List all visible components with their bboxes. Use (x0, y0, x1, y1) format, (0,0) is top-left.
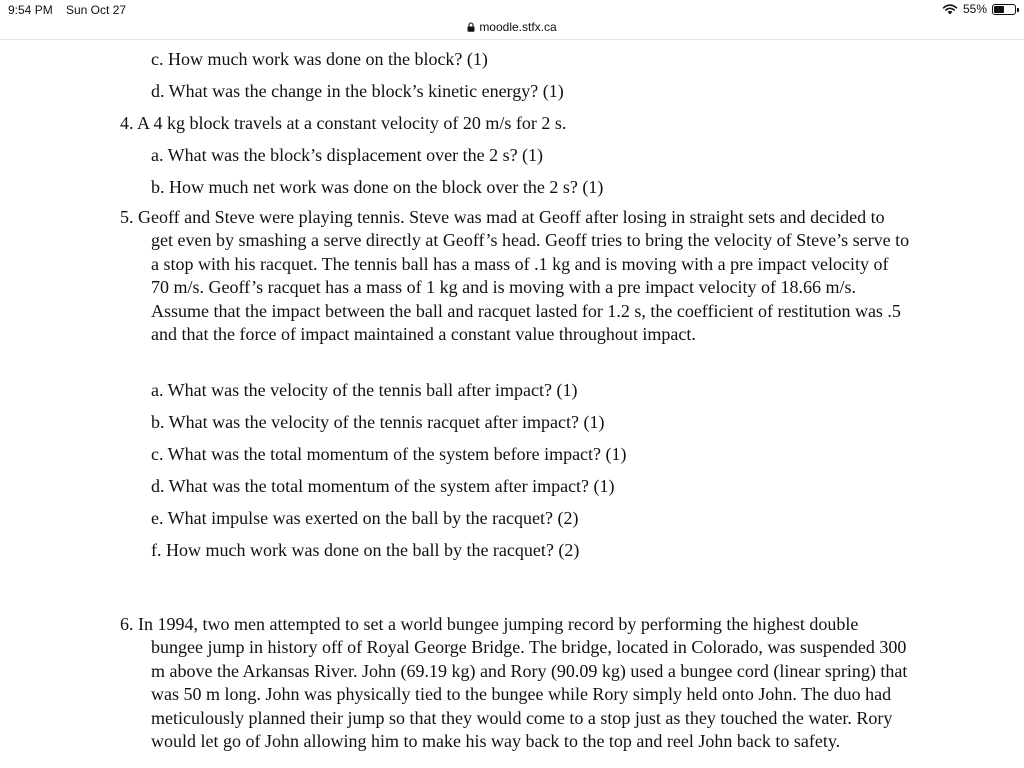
q5-part-f: f. How much work was done on the ball by the racquet? (2) (151, 540, 580, 560)
q4-stem: 4. A 4 kg block travels at a constant velocity of 20 m/s for 2 s. (120, 113, 567, 133)
address-bar[interactable] (0, 17, 1024, 40)
status-time: 9:54 PM (8, 3, 53, 17)
url-text[interactable]: moodle.stfx.ca (479, 20, 557, 34)
q5-part-c: c. What was the total momentum of the system before impact? (1) (151, 444, 627, 464)
lock-icon (467, 22, 475, 32)
battery-percent: 55% (962, 2, 987, 16)
q3-part-d: d. What was the change in the block’s kinetic energy? (1) (151, 81, 564, 101)
q5-part-e: e. What impulse was exerted on the ball by the racquet? (2) (151, 508, 579, 528)
q5-part-b: b. What was the velocity of the tennis racquet after impact? (1) (151, 412, 605, 432)
q4-part-b: b. How much net work was done on the block over the 2 s? (1) (151, 177, 604, 197)
q5-part-a: a. What was the velocity of the tennis ball after impact? (1) (151, 380, 578, 400)
wifi-icon (942, 3, 958, 15)
battery-icon (992, 4, 1016, 15)
battery-tip (1017, 8, 1019, 12)
q5-part-d: d. What was the total momentum of the system after impact? (1) (151, 476, 615, 496)
q6-stem: 6. In 1994, two men attempted to set a world bungee jumping record by performing the highest double bungee jump in history off of Royal George Bridge. The bridge, located in Colorado, was suspended 300 m above the Arkansas River. John (69.19 kg) and Rory (90.09 kg) used a bungee cord (linear spring) that was 50 m long. John was physically tied to the bungee while Rory simply held onto John. The duo had meticulously planned their jump so that they would come to a stop just as they touched the water. Rory would let go of John allowing him to make his way back to the top and reel John back to safety. (120, 614, 908, 752)
q4-part-a: a. What was the block’s displacement over the 2 s? (1) (151, 145, 544, 165)
status-date: Sun Oct 27 (66, 3, 127, 17)
q5-stem: 5. Geoff and Steve were playing tennis. Steve was mad at Geoff after losing in straight sets and decided to get even by smashing a serve directly at Geoff’s head. Geoff tries to bring the velocity of Steve’s serve to a stop with his racquet. The tennis ball has a mass of .1 kg and is moving with a pre impact velocity of 70 m/s. Geoff’s racquet has a mass of 1 kg and is moving with a pre impact velocity of 18.66 m/s. Assume that the impact between the ball and racquet lasted for 1.2 s, the coefficient of restitution was .5 and that the force of impact maintained a constant value throughout impact. (120, 207, 910, 345)
address-bar-content[interactable] (467, 20, 556, 34)
battery-level-fill (994, 6, 1004, 13)
q3-part-c: c. How much work was done on the block? (1) (151, 49, 488, 69)
status-indicators (942, 2, 1016, 16)
document-page (0, 40, 1024, 768)
